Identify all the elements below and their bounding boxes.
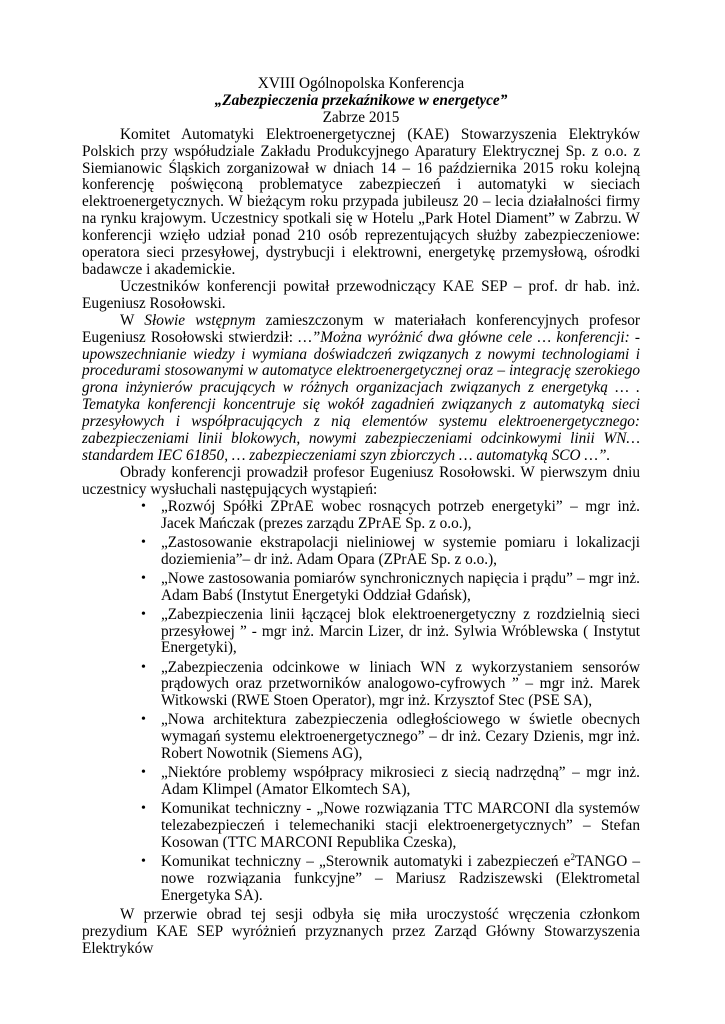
- foreword-text-start: W: [120, 311, 145, 329]
- bullet-icon: •: [141, 570, 146, 586]
- talk-text: Komunikat techniczny - „Nowe rozwiązania TTC MARCONI dla systemów telezabezpieczeń i telemechaniki stacji elektroenergetycznych” – Stefan Kosowan (TTC MARCONI Republika Czeska),: [161, 800, 640, 852]
- talk-text: „Zabezpieczenia linii łączącej blok elektroenergetyczny z rozdzielnią sieci przesyłowej ” - mgr inż. Marcin Lizer, dr inż. Sylwia Wróblewska ( Instytut Energetyki),: [161, 605, 640, 657]
- list-item: [82, 571, 640, 605]
- conference-place-year: Zabrze 2015: [322, 108, 400, 126]
- bullet-icon: •: [141, 606, 146, 622]
- paragraph-foreword: [82, 313, 640, 465]
- talk-text: „Zabezpieczenia odcinkowe w liniach WN z wykorzystaniem sensorów prądowych oraz przetworników analogowo-cyfrowych ” – mgr inż. Marek Witkowski (RWE Stoen Operator), mgr inż. Krzysztof Stec (PSE SA),: [161, 658, 640, 710]
- foreword-quote: …”Można wyróżnić dwa główne cele … konferencji: - upowszechnianie wiedzy i wymiana doświadczeń związanych z nowymi technologiami i procedurami stosowanymi w automatyce elektroenergetycznej oraz – integrację szerokiego grona inżynierów pracujących w różnych organizacjach związanych z energetyką … . Tematyka konferencji koncentruje się wokół zagadnień związanych z automatyką sieci przesyłowych i współpracujących z nią elementów systemu elektroenergetycznego: zabezpieczeniami linii blokowych, nowymi zabezpieczeniami odcinkowymi linii WN… standardem IEC 61850, … zabezpieczeniami szyn zbiorczych … automatyką SCO …”.: [82, 328, 640, 464]
- list-item: [82, 712, 640, 763]
- bullet-icon: •: [141, 712, 146, 728]
- talk-text-start: Komunikat techniczny – „Sterownik automatyki i zabezpieczeń e: [161, 853, 571, 871]
- list-item: [82, 660, 640, 711]
- bullet-icon: •: [141, 854, 146, 870]
- talks-list: [82, 499, 640, 905]
- paragraph-ceremony: W przerwie obrad tej sesji odbyła się miła uroczystość wręczenia członkom prezydium KAE SEP wyróżnień przyznanych przez Zarząd Główny Stowarzyszenia Elektryków: [82, 906, 640, 957]
- conference-series-heading: XVIII Ogólnopolska Konferencja: [257, 75, 465, 92]
- bullet-icon: •: [141, 534, 146, 550]
- paragraph-intro: Komitet Automatyki Elektroenergetycznej (KAE) Stowarzyszenia Elektryków Polskich przy współudziale Zakładu Produkcyjnego Aparatury Elektrycznej Sp. z o.o. z Siemianowic Śląskich zorganizował w dniach 14 – 16 października 2015 roku kolejną konferencję poświęconą problematyce zabezpieczeń i automatyki w sieciach elektroenergetycznych. W bieżącym roku przypada jubileusz 20 – lecia działalności firmy na rynku krajowym. Uczestnicy spotkali się w Hotelu „Park Hotel Diament” w Zabrzu. W konferencji wzięło udział ponad 210 osób reprezentujących służby zabezpieczeniowe: operatora sieci przesyłowej, dystrybucji i elektrowni, energetykę przemysłową, ośrodki badawcze i akademickie.: [82, 125, 640, 278]
- talk-text: „Nowe zastosowania pomiarów synchronicznych napięcia i prądu” – mgr inż. Adam Babś (Instytut Energetyki Oddział Gdańsk),: [161, 569, 640, 604]
- talk-text: „Nowa architektura zabezpieczenia odległościowego w świetle obecnych wymagań systemu elektroenergetycznego” – dr inż. Cezary Dzienis, mgr inż. Robert Nowotnik (Siemens AG),: [161, 711, 640, 763]
- bullet-icon: •: [141, 765, 146, 781]
- talk-text: „Rozwój Spółki ZPrAE wobec rosnących potrzeb energetyki” – mgr inż. Jacek Mańczak (prezes zarządu ZPrAE Sp. z o.o.),: [161, 497, 640, 532]
- talk-text: [161, 853, 640, 904]
- foreword-text-middle: zamieszczonym w materiałach konferencyjnych profesor Eugeniusz Rosołowski stwierdził:: [82, 311, 640, 346]
- document-page: [82, 76, 640, 958]
- talk-text: „Niektóre problemy współpracy mikrosieci z siecią nadrzędną” – mgr inż. Adam Klimpel (Amator Elkomtech SA),: [161, 764, 640, 799]
- bullet-icon: •: [141, 659, 146, 675]
- foreword-emphasis: Słowie wstępnym: [144, 311, 256, 329]
- list-item: [82, 801, 640, 852]
- conference-title: „Zabezpieczenia przekaźnikowe w energetyce”: [214, 91, 508, 109]
- paragraph-welcome: Uczestników konferencji powitał przewodniczący KAE SEP – prof. dr hab. inż. Eugeniusz Rosołowski.: [82, 277, 640, 312]
- talk-text-end: TANGO – nowe rozwiązania funkcyjne” – Mariusz Radziszewski (Elektrometal Energetyka SA).: [161, 853, 641, 905]
- list-item: [82, 499, 640, 533]
- paragraph-proceedings: Obrady konferencji prowadził profesor Eugeniusz Rosołowski. W pierwszym dniu uczestnicy wysłuchali następujących wystąpień:: [82, 463, 640, 498]
- list-item: [82, 854, 640, 905]
- superscript: 2: [570, 852, 575, 863]
- list-item: [82, 535, 640, 569]
- bullet-icon: •: [141, 498, 146, 514]
- bullet-icon: •: [141, 801, 146, 817]
- talk-text: „Zastosowanie ekstrapolacji nieliniowej w systemie pomiaru i lokalizacji doziemienia”– dr inż. Adam Opara (ZPrAE Sp. z o.o.),: [161, 533, 640, 568]
- list-item: [82, 765, 640, 799]
- list-item: [82, 607, 640, 658]
